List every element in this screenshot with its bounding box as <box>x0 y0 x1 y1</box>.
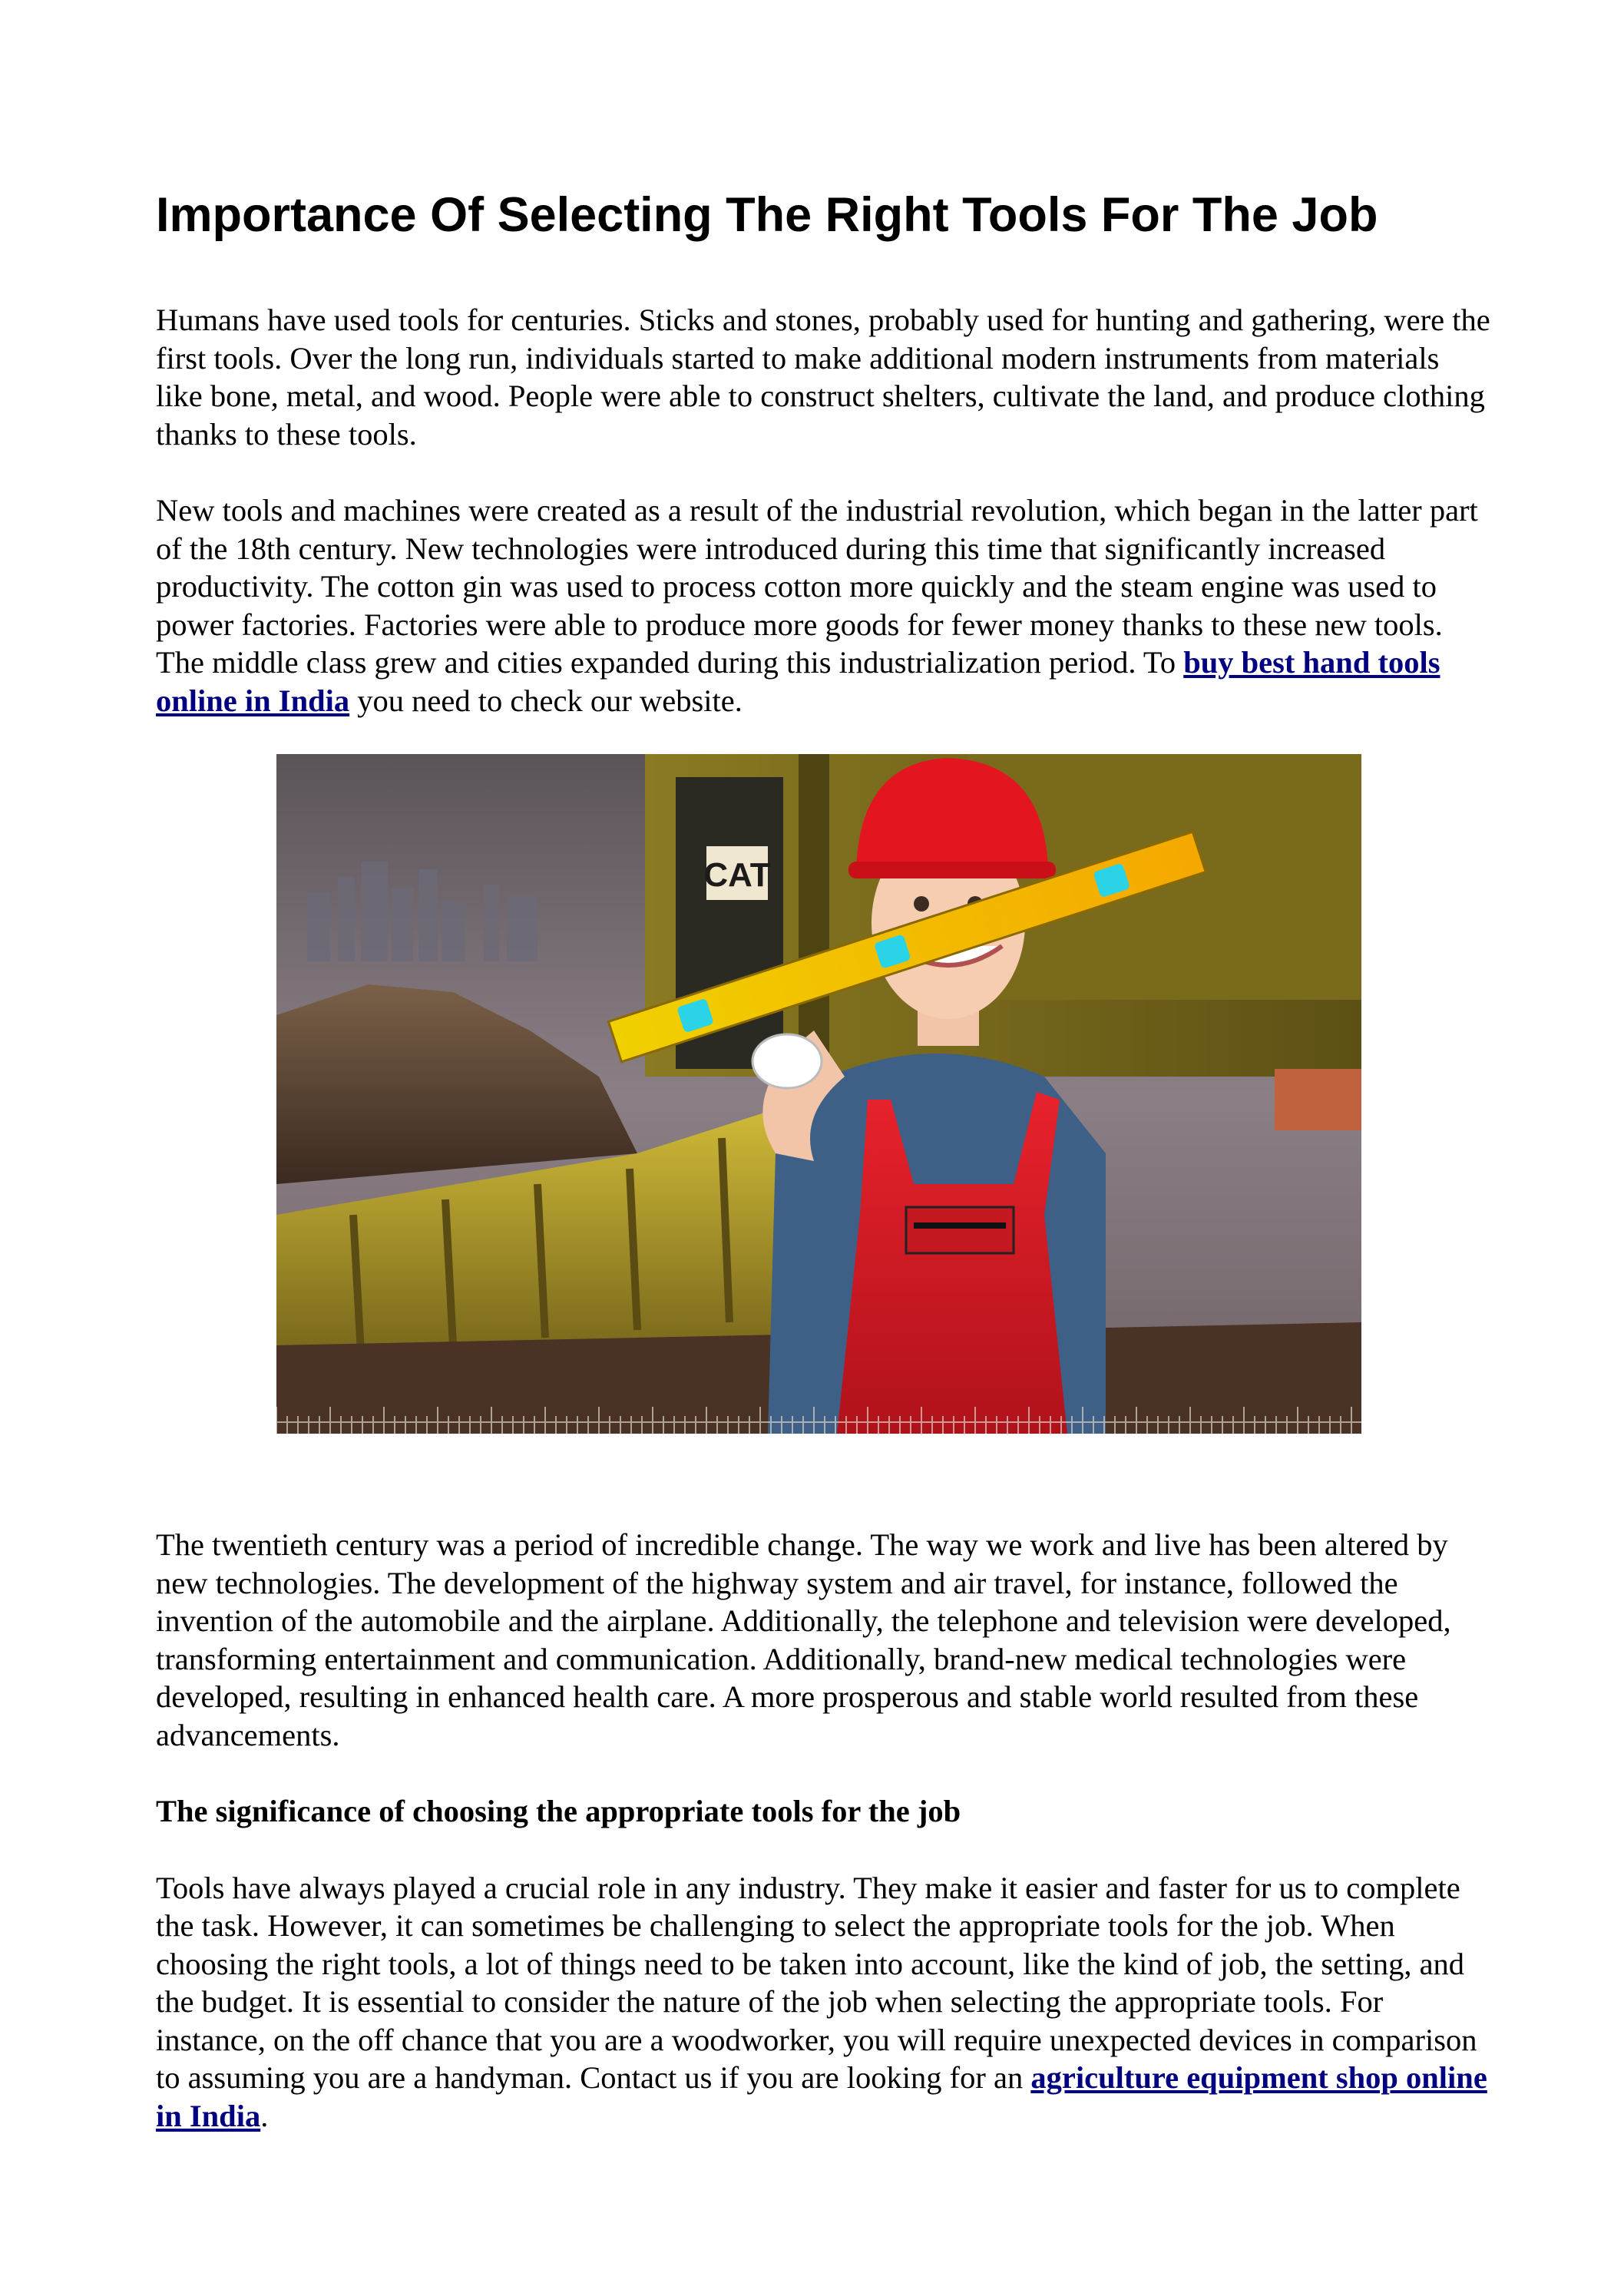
paragraph-choosing-tools <box>156 1869 1492 2136</box>
cat-logo: CAT <box>703 856 771 894</box>
worker-with-bulldozer-image <box>276 754 1361 1434</box>
paragraph-text: Tools have always played a crucial role in any industry. They make it easier and faster for us to complete the task. However, it can sometimes be challenging to select the appropriate tools for the job. When choosing the right tools, a lot of things need to be taken into account, like the kind of job, the setting, and the budget. It is essential to consider the nature of the job when selecting the appropriate tools. For instance, on the off chance that you are a woodworker, you will require unexpected devices in comparison to assuming you are a handyman. Contact us if you are looking for an <box>156 1870 1477 2095</box>
paragraph-text: . <box>260 2098 269 2133</box>
hand-tools-link[interactable]: buy best hand tools online in India <box>156 645 1440 718</box>
glove <box>752 1034 822 1088</box>
paragraph-twentieth-century: The twentieth century was a period of incredible change. The way we work and live has been altered by new technologies. The development of the highway system and air travel, for instance, followed the invention of the automobile and the airplane. Additionally, the telephone and television were developed, transforming entertainment and communication. Additionally, brand-new medical technologies were developed, resulting in enhanced health care. A more prosperous and stable world resulted from these advancements. <box>156 1527 1451 1752</box>
paragraph-text: New tools and machines were created as a result of the industrial revolution, which began in the latter part of the 18th century. New technologies were introduced during this time that significantly increased productivity. The cotton gin was used to process cotton more quickly and the steam engine was used to power factories. Factories were able to produce more goods for fewer money thanks to these new tools. The middle class grew and cities expanded during this industrialization period. To <box>156 493 1478 680</box>
paragraph-text: you need to check our website. <box>349 683 743 718</box>
page-title: Importance Of Selecting The Right Tools For The Job <box>156 188 1378 242</box>
agriculture-equipment-link[interactable]: agriculture equipment shop online in India <box>156 2060 1487 2133</box>
paragraph-industrial-revolution <box>156 491 1492 720</box>
paragraph-history-of-tools: Humans have used tools for centuries. Sticks and stones, probably used for hunting and gathering, were the first tools. Over the long run, individuals started to make additional modern instruments from materials like bone, metal, and wood. People were able to construct shelters, cultivate the land, and produce clothing thanks to these tools. <box>156 303 1490 452</box>
section-subheading: The significance of choosing the appropriate tools for the job <box>156 1794 961 1828</box>
article-body <box>156 184 1492 2135</box>
